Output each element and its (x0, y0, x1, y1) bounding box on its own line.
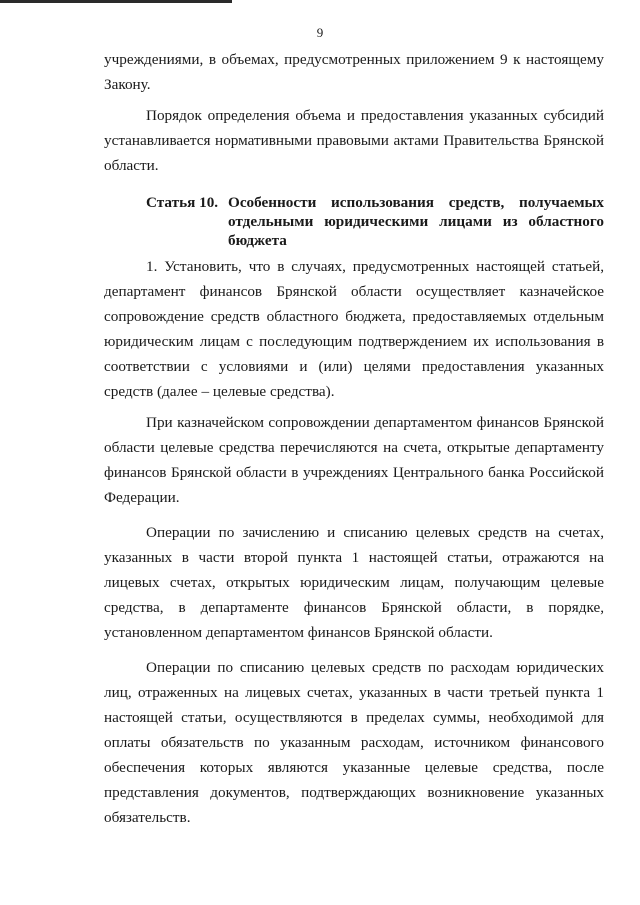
article-title: Особенности использования средств, получаемых отдельными юридическими лицами из областного бюджета (228, 194, 604, 249)
scan-artifact-line (0, 0, 232, 3)
article-heading (104, 193, 604, 250)
paragraph: 1. Установить, что в случаях, предусмотренных настоящей статьей, департамент финансов Брянской области осуществляет казначейское сопровождение средств областного бюджета, предоставляемых отдельным юридическим лицам с последующим подтверждением их использования в соответствии с условиями и (или) целями предоставления указанных средств (далее – целевые средства). (104, 258, 604, 400)
paragraph: При казначейском сопровождении департаментом финансов Брянской области целевые средства перечисляются на счета, открытые департаменту финансов Брянской области в учреждениях Центрального банка Российской Федерации. (104, 414, 604, 506)
paragraph: учреждениями, в объемах, предусмотренных приложением 9 к настоящему Закону. (104, 51, 604, 93)
article-number: Статья 10. (146, 194, 219, 211)
document-body (104, 47, 604, 830)
paragraph: Операции по зачислению и списанию целевых средств на счетах, указанных в части второй пункта 1 настоящей статьи, отражаются на лицевых счетах, открытых юридическим лицам, получающим целевые средства, в департаменте финансов Брянской области, в порядке, установленном департаментом финансов Брянской области. (104, 524, 604, 641)
paragraph: Порядок определения объема и предоставления указанных субсидий устанавливается нормативными правовыми актами Правительства Брянской области. (104, 107, 604, 174)
paragraph: Операции по списанию целевых средств по расходам юридических лиц, отраженных на лицевых счетах, указанных в части третьей пункта 1 настоящей статьи, осуществляются в пределах суммы, необходимой для оплаты обязательств по указанным расходам, источником финансового обеспечения которых являются указанные целевые средства, после представления документов, подтверждающих возникновение указанных обязательств. (104, 659, 604, 826)
page-number: 9 (316, 25, 324, 40)
